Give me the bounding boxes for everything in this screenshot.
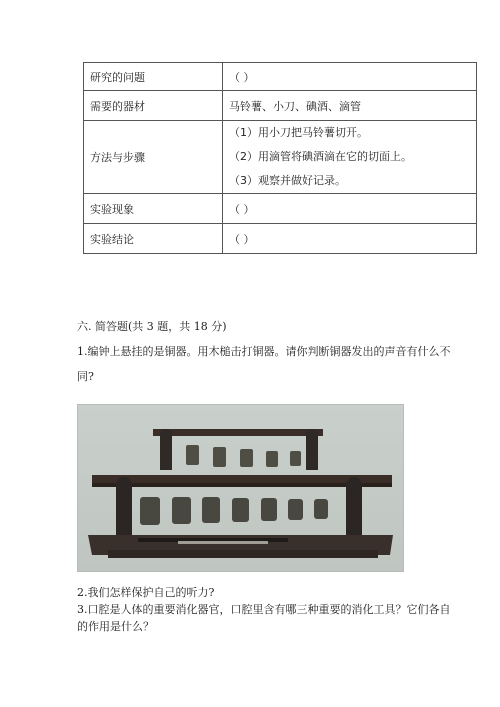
bianzhong-photo bbox=[77, 404, 404, 572]
question-1-line-1: 1.编钟上悬挂的是铜器。用木槌击打铜器。请你判断铜器发出的声音有什么不 bbox=[77, 345, 451, 358]
question-1-line-2: 同? bbox=[77, 370, 94, 383]
question-3-line-1: 3.口腔是人体的重要消化器官，口腔里含有哪三种重要的消化工具？它们各自 bbox=[77, 603, 451, 616]
table-row bbox=[84, 194, 477, 224]
question-2: 2.我们怎样保护自己的听力? bbox=[77, 586, 215, 599]
step-item: （1）用小刀把马铃薯切开。 bbox=[229, 126, 368, 139]
row-label: 实验结论 bbox=[84, 224, 223, 254]
step-item: （2）用滴管将碘酒滴在它的切面上。 bbox=[229, 150, 412, 163]
table-row bbox=[84, 121, 477, 194]
table-row bbox=[84, 63, 477, 91]
row-value: 马铃薯、小刀、碘酒、滴管 bbox=[223, 91, 477, 121]
row-value: （ ） bbox=[223, 194, 477, 224]
table-row bbox=[84, 224, 477, 254]
row-label: 研究的问题 bbox=[84, 63, 223, 91]
bianzhong-illustration bbox=[78, 405, 403, 571]
step-item: （3）观察并做好记录。 bbox=[229, 174, 346, 187]
table-row bbox=[84, 91, 477, 121]
row-value: （ ） bbox=[223, 224, 477, 254]
steps-cell bbox=[223, 121, 477, 194]
row-label: 实验现象 bbox=[84, 194, 223, 224]
experiment-table bbox=[83, 62, 477, 254]
row-label: 方法与步骤 bbox=[84, 121, 223, 194]
row-value: （ ） bbox=[223, 63, 477, 91]
row-label: 需要的器材 bbox=[84, 91, 223, 121]
section-heading: 六. 简答题(共 3 题，共 18 分) bbox=[77, 320, 227, 333]
question-3-line-2: 的作用是什么？ bbox=[77, 620, 154, 633]
